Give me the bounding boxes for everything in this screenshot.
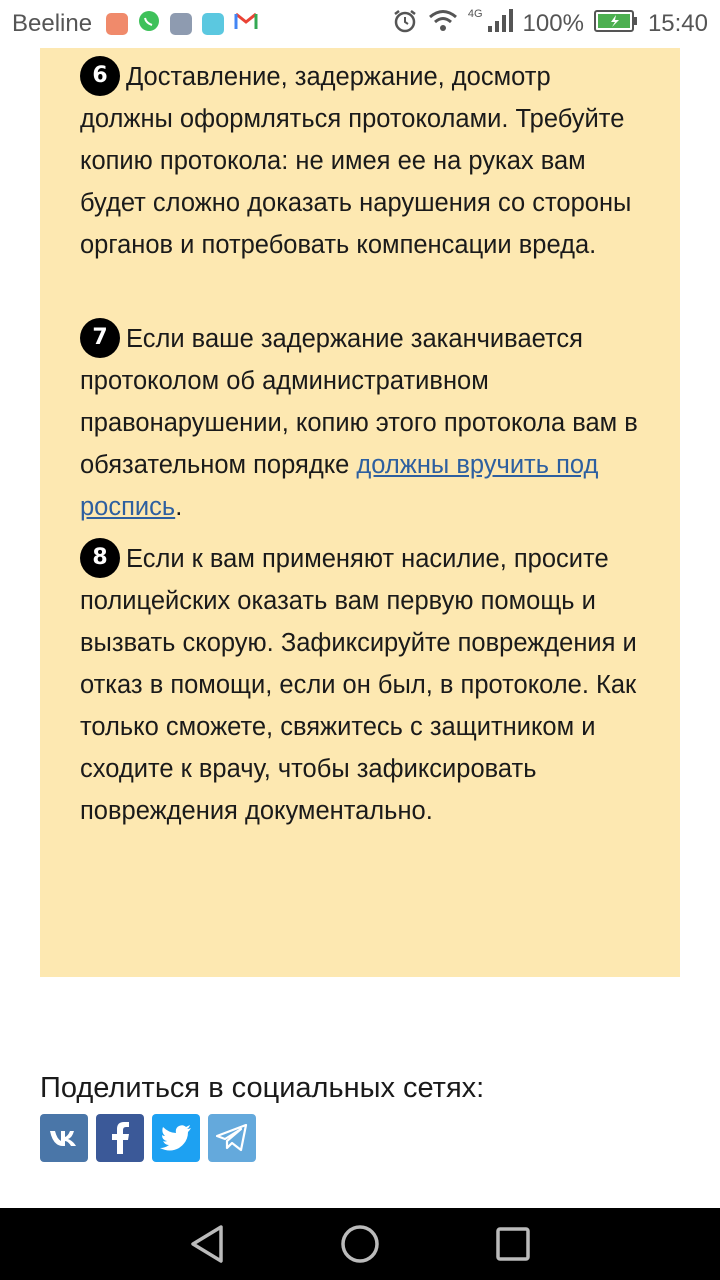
share-title: Поделиться в социальных сетях: xyxy=(40,1072,485,1104)
number-badge: 7 xyxy=(80,318,120,358)
signal-icon xyxy=(487,9,513,40)
mail-icon xyxy=(106,13,128,35)
list-item xyxy=(80,318,640,528)
vk-icon xyxy=(49,1128,79,1148)
twitter-share-button[interactable] xyxy=(152,1114,200,1162)
twitter-icon xyxy=(160,1125,192,1151)
recents-square-icon xyxy=(495,1226,531,1262)
back-button[interactable] xyxy=(183,1220,231,1268)
home-button[interactable] xyxy=(336,1220,384,1268)
number-badge: 8 xyxy=(80,538,120,578)
number-badge: 6 xyxy=(80,56,120,96)
home-circle-icon xyxy=(340,1224,380,1264)
gmail-icon xyxy=(234,10,258,38)
item-text: Если ваше задержание заканчивается протоколом об административном правонарушении, копию этого протокола вам в обязательном порядке xyxy=(80,325,638,479)
facebook-icon xyxy=(110,1122,130,1154)
item-text-end: . xyxy=(175,493,183,521)
carrier-name: Beeline xyxy=(12,10,93,37)
navigation-bar xyxy=(0,1208,720,1280)
wifi-icon xyxy=(428,9,458,40)
list-item xyxy=(80,56,640,266)
status-bar xyxy=(0,0,720,48)
back-triangle-icon xyxy=(189,1225,225,1263)
list-item xyxy=(80,538,640,832)
status-right xyxy=(392,8,708,41)
clock: 15:40 xyxy=(647,10,708,37)
facebook-share-button[interactable] xyxy=(96,1114,144,1162)
alarm-icon xyxy=(392,8,418,41)
network-type: 4G xyxy=(467,8,483,20)
shield-icon xyxy=(202,13,224,35)
battery-percent: 100% xyxy=(522,10,584,37)
info-card xyxy=(40,48,680,977)
whatsapp-icon xyxy=(138,10,160,39)
battery-icon xyxy=(594,10,638,39)
telegram-icon xyxy=(216,1124,248,1152)
sign-receipt-link[interactable]: должны вручить под роспись xyxy=(80,451,599,521)
gallery-icon xyxy=(170,13,192,35)
recents-button[interactable] xyxy=(489,1220,537,1268)
item-text: Доставление, задержание, досмотр должны оформляться протоколами. Требуйте копию протокола: не имея ее на руках вам будет сложно доказать нарушения со стороны органов и потребовать компенсации вреда. xyxy=(80,63,632,259)
item-text: Если к вам применяют насилие, просите полицейских оказать вам первую помощь и вызвать скорую. Зафиксируйте повреждения и отказ в помощи, если он был, в протоколе. Как только сможете, свяжитесь с защитником и сходите к врачу, чтобы зафиксировать повреждения документально. xyxy=(80,545,637,825)
telegram-share-button[interactable] xyxy=(208,1114,256,1162)
share-buttons xyxy=(40,1114,256,1162)
notification-icons xyxy=(106,10,258,39)
vk-share-button[interactable] xyxy=(40,1114,88,1162)
